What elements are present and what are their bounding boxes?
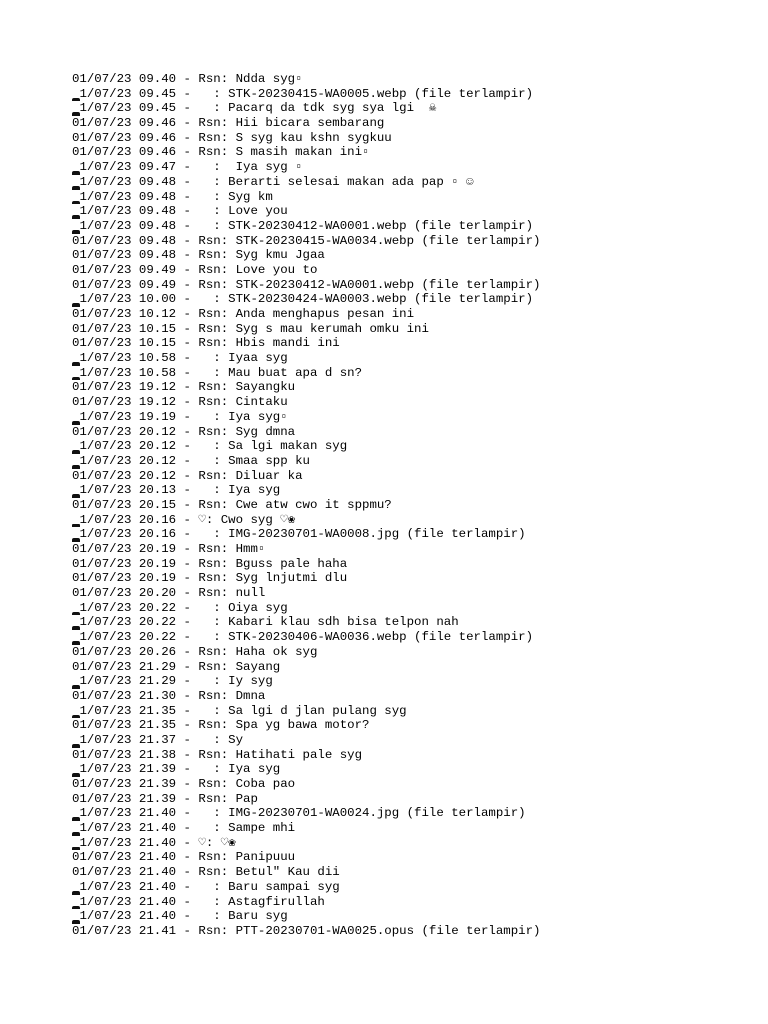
chat-line: [72, 704, 752, 719]
line-date: 01/07/23: [72, 262, 132, 277]
line-date: 01/07/23: [72, 145, 132, 160]
line-text: 09.48 - : Syg km: [131, 189, 273, 204]
line-text: 21.40 - : Baru syg: [131, 909, 288, 924]
line-text: 10.15 - Rsn: Hbis mandi ini: [131, 336, 340, 351]
chat-line: [72, 762, 752, 777]
line-date: 01/07/23: [72, 659, 132, 674]
line-date: 01/07/23: [72, 321, 132, 336]
line-date: 01/07/23: [72, 850, 132, 865]
line-date: 01/07/23: [72, 233, 132, 248]
line-date: 1/07/23: [79, 365, 132, 380]
line-date: 01/07/23: [72, 72, 132, 86]
chat-line: [72, 116, 752, 131]
line-date: 1/07/23: [79, 101, 132, 116]
line-text: 21.40 - Rsn: Betul" Kau dii: [131, 865, 340, 880]
chat-line: [72, 689, 752, 704]
line-text: 20.13 - : Iya syg: [131, 483, 281, 498]
chat-line: [72, 630, 752, 645]
line-text: 20.12 - : Smaa spp ku: [131, 453, 310, 468]
chat-line: [72, 513, 752, 528]
line-text: 20.19 - Rsn: Syg lnjutmi dlu: [131, 571, 348, 586]
line-date: 1/07/23: [79, 409, 132, 424]
chat-line: [72, 865, 752, 880]
line-date: 01/07/23: [72, 556, 132, 571]
chat-line: [72, 748, 752, 763]
line-date: 1/07/23: [79, 600, 132, 615]
line-date: 1/07/23: [79, 483, 132, 498]
line-date: 1/07/23: [79, 160, 132, 175]
line-date: 1/07/23: [79, 292, 132, 307]
line-text: 20.20 - Rsn: null: [131, 586, 266, 601]
line-date: 1/07/23: [79, 674, 132, 689]
line-text: 10.58 - : Mau buat apa d sn?: [131, 365, 363, 380]
line-text: 21.40 - : Baru sampai syg: [131, 879, 340, 894]
chat-line: [72, 351, 752, 366]
line-text: 21.40 - : IMG-20230701-WA0024.jpg (file terlampir): [131, 806, 526, 821]
line-text: 09.46 - Rsn: S syg kau kshn sygkuu: [131, 130, 392, 145]
line-text: 21.37 - : Sy: [131, 732, 244, 747]
chat-line: [72, 792, 752, 807]
line-text: 20.22 - : Kabari klau sdh bisa telpon nah: [131, 615, 459, 630]
line-text: 09.45 - : Pacarq da tdk syg sya lgi ☠: [131, 101, 437, 116]
line-date: 01/07/23: [72, 248, 132, 263]
chat-line: [72, 219, 752, 234]
line-text: 20.16 - : IMG-20230701-WA0008.jpg (file terlampir): [131, 527, 526, 542]
line-date: 01/07/23: [72, 380, 132, 395]
line-text: 20.12 - Rsn: Diluar ka: [131, 468, 303, 483]
chat-line: [72, 601, 752, 616]
line-date: 1/07/23: [79, 189, 132, 204]
chat-line: [72, 190, 752, 205]
line-date: 01/07/23: [72, 424, 132, 439]
chat-line: [72, 674, 752, 689]
line-date: 1/07/23: [79, 630, 132, 645]
line-text: 09.47 - : Iya syg ▫: [131, 160, 303, 175]
line-date: 01/07/23: [72, 571, 132, 586]
chat-line: [72, 410, 752, 425]
line-text: 21.40 - : Sampe mhi: [131, 821, 296, 836]
line-text: 21.41 - Rsn: PTT-20230701-WA0025.opus (file terlampir): [131, 923, 541, 938]
chat-line: [72, 483, 752, 498]
line-date: 01/07/23: [72, 923, 132, 938]
chat-line: [72, 263, 752, 278]
chat-line: [72, 160, 752, 175]
chat-line: [72, 821, 752, 836]
chat-line: [72, 880, 752, 895]
chat-line: [72, 292, 752, 307]
line-date: 01/07/23: [72, 865, 132, 880]
line-date: 1/07/23: [79, 703, 132, 718]
line-text: 09.49 - Rsn: STK-20230412-WA0001.webp (file terlampir): [131, 277, 541, 292]
line-text: 10.00 - : STK-20230424-WA0003.webp (file terlampir): [131, 292, 534, 307]
chat-line: [72, 380, 752, 395]
chat-line: [72, 557, 752, 572]
line-text: 09.48 - : Love you: [131, 204, 288, 219]
line-text: 21.30 - Rsn: Dmna: [131, 688, 266, 703]
chat-line: [72, 175, 752, 190]
chat-line: [72, 469, 752, 484]
chat-line: [72, 542, 752, 557]
line-text: 09.46 - Rsn: S masih makan ini▫: [131, 145, 370, 160]
line-text: 21.40 - ♡: ♡❀: [131, 835, 236, 850]
chat-line: [72, 645, 752, 660]
line-text: 20.26 - Rsn: Haha ok syg: [131, 644, 318, 659]
chat-line: [72, 586, 752, 601]
line-date: 01/07/23: [72, 497, 132, 512]
line-text: 10.12 - Rsn: Anda menghapus pesan ini: [131, 307, 415, 321]
chat-line: [72, 733, 752, 748]
line-text: 21.29 - Rsn: Sayang: [131, 659, 281, 674]
line-text: 20.19 - Rsn: Hmm▫: [131, 542, 266, 556]
line-text: 21.35 - : Sa lgi d jlan pulang syg: [131, 703, 407, 718]
chat-line: [72, 307, 752, 322]
line-date: 1/07/23: [79, 909, 132, 924]
chat-line: [72, 660, 752, 675]
line-date: 01/07/23: [72, 718, 132, 733]
chat-line: [72, 248, 752, 263]
line-text: 09.48 - : Berarti selesai makan ada pap ▫ ☺: [131, 174, 474, 189]
chat-line: [72, 454, 752, 469]
line-text: 20.19 - Rsn: Bguss pale haha: [131, 556, 348, 571]
chat-line: [72, 278, 752, 293]
chat-line: [72, 806, 752, 821]
line-text: 21.40 - Rsn: Panipuuu: [131, 850, 296, 865]
chat-line: [72, 615, 752, 630]
line-date: 1/07/23: [79, 453, 132, 468]
chat-line: [72, 836, 752, 851]
line-date: 01/07/23: [72, 468, 132, 483]
line-text: 09.48 - : STK-20230412-WA0001.webp (file terlampir): [131, 218, 534, 233]
chat-line: [72, 204, 752, 219]
line-text: 21.40 - : Astagfirullah: [131, 894, 325, 909]
chat-line: [72, 909, 752, 924]
line-text: 09.48 - Rsn: Syg kmu Jgaa: [131, 248, 325, 263]
line-date: 1/07/23: [79, 732, 132, 747]
line-text: 09.46 - Rsn: Hii bicara sembarang: [131, 116, 385, 131]
chat-line: [72, 439, 752, 454]
chat-line: [72, 527, 752, 542]
line-date: 1/07/23: [79, 218, 132, 233]
line-date: 1/07/23: [79, 806, 132, 821]
line-text: 09.40 - Rsn: Ndda syg▫: [131, 72, 303, 86]
line-date: 1/07/23: [79, 835, 132, 850]
line-text: 20.16 - ♡: Cwo syg ♡❀: [131, 512, 296, 527]
line-date: 01/07/23: [72, 336, 132, 351]
chat-line: [72, 131, 752, 146]
line-date: 01/07/23: [72, 542, 132, 556]
line-text: 10.15 - Rsn: Syg s mau kerumah omku ini: [131, 321, 429, 336]
line-text: 21.39 - Rsn: Pap: [131, 791, 258, 806]
line-text: 09.49 - Rsn: Love you to: [131, 262, 318, 277]
line-text: 09.48 - Rsn: STK-20230415-WA0034.webp (file terlampir): [131, 233, 541, 248]
line-date: 01/07/23: [72, 395, 132, 410]
line-text: 20.12 - : Sa lgi makan syg: [131, 439, 348, 454]
line-date: 1/07/23: [79, 174, 132, 189]
line-date: 01/07/23: [72, 586, 132, 601]
line-text: 20.15 - Rsn: Cwe atw cwo it sppmu?: [131, 497, 392, 512]
line-text: 21.39 - Rsn: Coba pao: [131, 777, 296, 791]
chat-line: [72, 101, 752, 116]
line-date: 1/07/23: [79, 821, 132, 836]
line-text: 10.58 - : Iyaa syg: [131, 351, 288, 366]
chat-line: [72, 895, 752, 910]
chat-line: [72, 498, 752, 513]
line-date: 01/07/23: [72, 747, 132, 762]
line-date: 01/07/23: [72, 791, 132, 806]
chat-line: [72, 425, 752, 440]
line-date: 01/07/23: [72, 130, 132, 145]
line-date: 01/07/23: [72, 277, 132, 292]
line-date: 1/07/23: [79, 351, 132, 366]
line-date: 1/07/23: [79, 204, 132, 219]
line-date: 1/07/23: [79, 512, 132, 527]
chat-line: [72, 72, 752, 87]
chat-line: [72, 322, 752, 337]
chat-line: [72, 718, 752, 733]
line-date: 1/07/23: [79, 527, 132, 542]
line-date: 1/07/23: [79, 879, 132, 894]
line-date: 01/07/23: [72, 307, 132, 321]
line-text: 21.29 - : Iy syg: [131, 674, 273, 689]
line-date: 01/07/23: [72, 777, 132, 791]
line-date: 1/07/23: [79, 894, 132, 909]
line-text: 20.12 - Rsn: Syg dmna: [131, 424, 296, 439]
chat-line: [72, 145, 752, 160]
chat-line: [72, 777, 752, 792]
line-text: 21.38 - Rsn: Hatihati pale syg: [131, 747, 363, 762]
line-date: 1/07/23: [79, 762, 132, 777]
line-date: 1/07/23: [79, 86, 132, 101]
chat-line: [72, 366, 752, 381]
line-date: 1/07/23: [79, 439, 132, 454]
chat-line: [72, 395, 752, 410]
line-text: 21.35 - Rsn: Spa yg bawa motor?: [131, 718, 370, 733]
line-text: 20.22 - : Oiya syg: [131, 600, 288, 615]
chat-line: [72, 336, 752, 351]
line-date: 01/07/23: [72, 644, 132, 659]
line-date: 01/07/23: [72, 688, 132, 703]
chat-line: [72, 571, 752, 586]
line-date: 01/07/23: [72, 116, 132, 131]
line-text: 09.45 - : STK-20230415-WA0005.webp (file terlampir): [131, 86, 534, 101]
chat-log: [72, 72, 752, 939]
chat-line: [72, 850, 752, 865]
line-text: 19.12 - Rsn: Cintaku: [131, 395, 288, 410]
line-text: 20.22 - : STK-20230406-WA0036.webp (file terlampir): [131, 630, 534, 645]
chat-line: [72, 924, 752, 939]
line-text: 19.19 - : Iya syg▫: [131, 409, 288, 424]
line-date: 1/07/23: [79, 615, 132, 630]
line-text: 19.12 - Rsn: Sayangku: [131, 380, 296, 395]
chat-line: [72, 234, 752, 249]
chat-line: [72, 87, 752, 102]
line-text: 21.39 - : Iya syg: [131, 762, 281, 777]
